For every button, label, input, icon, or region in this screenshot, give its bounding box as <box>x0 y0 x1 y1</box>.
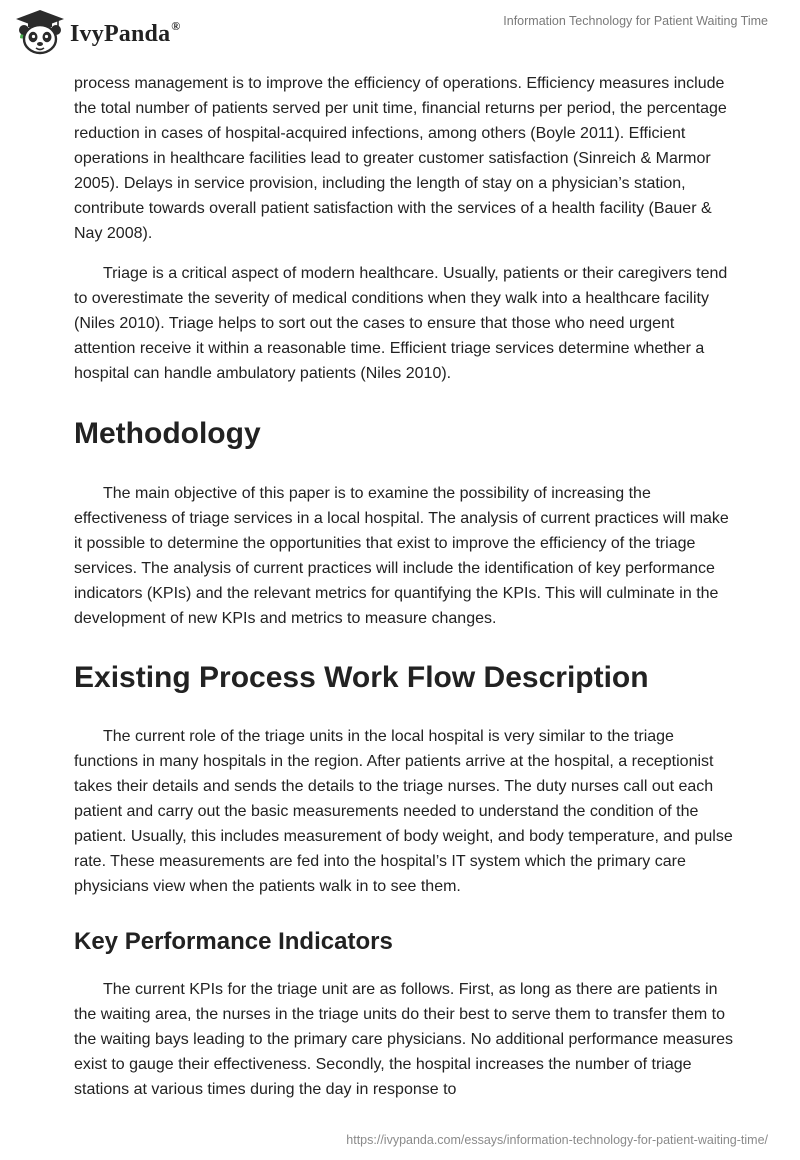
page-header <box>0 0 800 66</box>
paragraph-kpi: The current KPIs for the triage unit are as follows. First, as long as there are patients in the waiting area, the nurses in the triage units do their best to serve them to transfer them to the waiting bays leading to the primary care physicians. No additional performance measures exist to gauge their effectiveness. Secondly, the hospital increases the number of triage stations at various times during the day in response to <box>74 981 734 1098</box>
running-title: Information Technology for Patient Waiting Time <box>503 14 768 28</box>
brand-name: IvyPanda® <box>70 18 181 47</box>
paragraph-continued: process management is to improve the efficiency of operations. Efficiency measures include the total number of patients served per unit time, financial returns per period, the percentage reduction in cases of hospital-acquired infections, among others (Boyle 2011). Efficient operations in healthcare facilities lead to greater customer satisfaction (Sinreich & Marmor 2005). Delays in service provision, including the length of stay on a physician’s station, contribute towards overall patient satisfaction with the services of a health facility (Bauer & Nay 2008). <box>74 75 727 242</box>
ivypanda-logo[interactable] <box>14 8 180 56</box>
panda-graduate-icon <box>14 8 66 56</box>
essay-content <box>74 71 738 1102</box>
heading-methodology: Methodology <box>74 417 261 450</box>
source-url[interactable]: https://ivypanda.com/essays/information-technology-for-patient-waiting-time/ <box>346 1133 768 1147</box>
heading-kpi: Key Performance Indicators <box>74 928 393 955</box>
heading-workflow: Existing Process Work Flow Description <box>74 661 649 694</box>
paragraph-methodology: The main objective of this paper is to examine the possibility of increasing the effectiveness of triage services in a local hospital. The analysis of current practices will make it possible to determine the opportunities that exist to improve the efficiency of the triage services. The analysis of current practices will include the identification of key performance indicators (KPIs) and the relevant metrics for quantifying the KPIs. This will culminate in the development of new KPIs and metrics to measure changes. <box>74 485 729 627</box>
registered-mark: ® <box>171 18 181 33</box>
paragraph-triage: Triage is a critical aspect of modern healthcare. Usually, patients or their caregivers tend to overestimate the severity of medical conditions when they walk into a healthcare facility (Niles 2010). Triage helps to sort out the cases to ensure that those who need urgent attention receive it within a reasonable time. Efficient triage services determine whether a hospital can handle ambulatory patients (Niles 2010). <box>74 265 728 382</box>
paragraph-workflow: The current role of the triage units in the local hospital is very similar to the triage functions in many hospitals in the region. After patients arrive at the hospital, a receptionist takes their details and sends the details to the triage nurses. The duty nurses call out each patient and carry out the basic measurements needed to understand the condition of the patient. Usually, this includes measurement of body weight, and body temperature, and pulse rate. These measurements are fed into the hospital’s IT system which the primary care physicians view when the patients walk in to see them. <box>74 728 733 895</box>
